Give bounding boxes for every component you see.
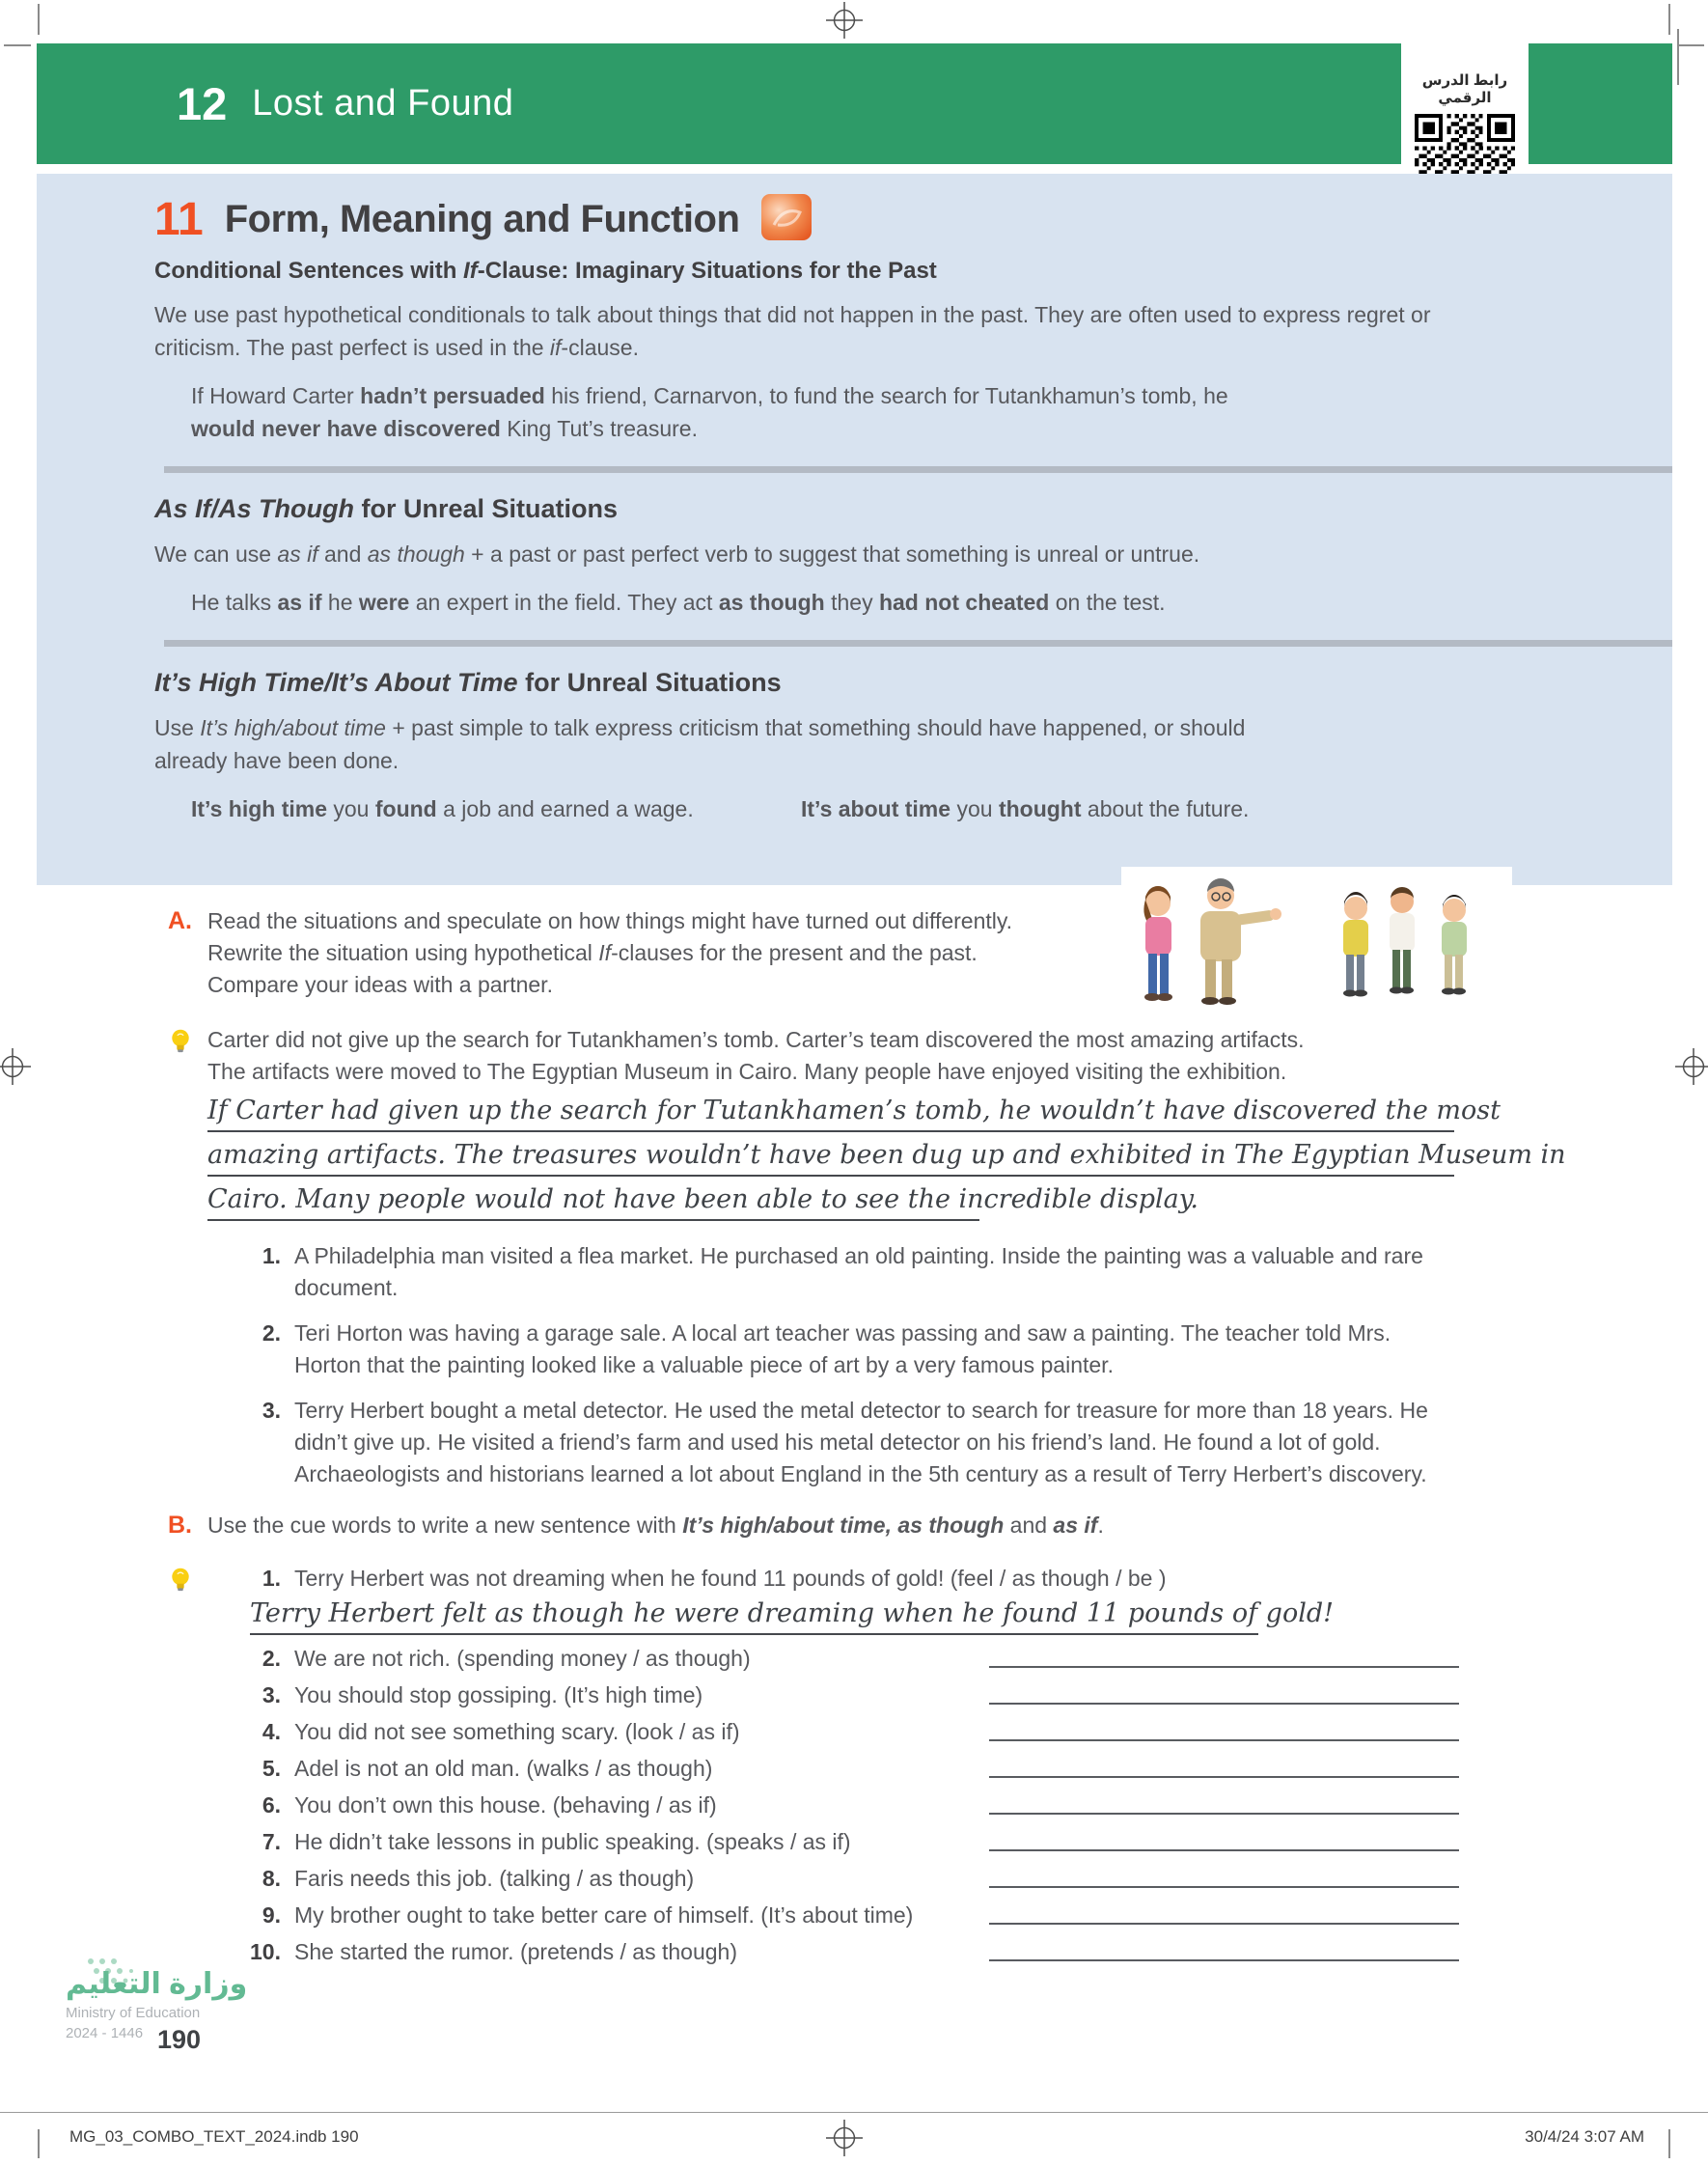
asif-heading: As If/As Though for Unreal Situations — [154, 494, 619, 523]
exercise-row — [236, 1716, 1459, 1748]
handwritten-answer-line: Terry Herbert felt as though he were dreaming when he found 11 pounds of gold! — [250, 1595, 1258, 1635]
example-prompt: Carter did not give up the search for Tutankhamen’s tomb. Carter’s team discovered the most amazing artifacts. The artifacts were moved to The Egyptian Museum in Cairo. Many people have enjoyed visiting the exhibition. — [207, 1027, 1305, 1084]
section-divider — [164, 640, 1672, 647]
item-number: 1. — [262, 1243, 281, 1268]
handwritten-answer-line: Cairo. Many people would not have been able to see the incredible display. — [207, 1180, 979, 1221]
item-text: You should stop gossiping. (It’s high time) — [294, 1682, 703, 1707]
hightime-paragraph: Use It’s high/about time + past simple to talk express criticism that something should have happened, or should already have been done. — [154, 715, 1246, 773]
exercise-area — [154, 905, 1566, 1973]
answer-blank-line — [989, 1666, 1459, 1668]
section-a-items — [154, 1240, 1459, 1490]
item-text: She started the rumor. (pretends / as though) — [294, 1939, 737, 1964]
item-number: 7. — [262, 1829, 281, 1854]
section-b-instructions: Use the cue words to write a new sentence with It’s high/about time, as though and as if. — [207, 1513, 1104, 1538]
item-text: My brother ought to take better care of himself. (It’s about time) — [294, 1902, 914, 1928]
conditional-example: If Howard Carter hadn’t persuaded his friend, Carnarvon, to fund the search for Tutankhamun’s tomb, he would never have discovered King Tut’s treasure. — [191, 383, 1228, 441]
lightbulb-icon — [170, 1028, 191, 1066]
print-timestamp: 30/4/24 3:07 AM — [1525, 2127, 1644, 2146]
lesson-number: 11 — [154, 193, 204, 245]
grammar-subtitle: Conditional Sentences with If-Clause: Imaginary Situations for the Past — [154, 258, 937, 284]
hightime-example-left: It’s high time you found a job and earned a wage. — [191, 796, 694, 821]
item-text: Faris needs this job. (talking / as though) — [294, 1866, 695, 1891]
crop-mark — [38, 2129, 40, 2158]
crop-mark — [1677, 29, 1679, 85]
answer-blank-line — [989, 1813, 1459, 1815]
lesson-heading — [37, 174, 1672, 246]
item-text: We are not rich. (spending money / as though) — [294, 1646, 751, 1671]
crop-mark — [38, 4, 40, 35]
registration-mark-left — [0, 1048, 31, 1085]
item-text: Terry Herbert bought a metal detector. He used the metal detector to search for treasure for more than 18 years. He didn’t give up. He visited a friend’s farm and used his metal detector on his friend’s land. He found a lot of gold. Archaeologists and historians learned a lot about England in the 5th century as a result of Terry Herbert’s discovery. — [294, 1398, 1428, 1486]
ministry-name-english: Ministry of Education — [66, 2005, 201, 2021]
unit-number: 12 — [177, 78, 228, 129]
exercise-row — [236, 1900, 1459, 1931]
lesson-swirl-icon — [760, 193, 813, 246]
print-file-info: MG_03_COMBO_TEXT_2024.indb 190 — [69, 2127, 359, 2146]
section-a — [154, 905, 1566, 1490]
registration-mark-top — [826, 2, 863, 39]
lightbulb-icon — [170, 1567, 191, 1604]
section-b-label: B. — [168, 1512, 192, 1539]
answer-blank-line — [989, 1923, 1459, 1925]
item-text: A Philadelphia man visited a flea market. He purchased an old painting. Inside the painting was a valuable and rare document. — [294, 1243, 1423, 1300]
section-b — [154, 1510, 1459, 1968]
section-a-label: A. — [168, 907, 192, 934]
list-item — [236, 1563, 1459, 1595]
answer-blank-line — [989, 1886, 1459, 1888]
hightime-heading: It’s High Time/It’s About Time for Unreal Situations — [154, 668, 782, 697]
exercise-row — [236, 1753, 1459, 1785]
item-number: 6. — [262, 1792, 281, 1818]
grammar-panel — [37, 174, 1672, 885]
crop-mark — [1668, 4, 1670, 35]
grammar-intro-paragraph: We use past hypothetical conditionals to talk about things that did not happen in the past. They are often used to express regret or criticism. The past perfect is used in the if-clause. — [154, 302, 1431, 360]
section-a-instructions: Read the situations and speculate on how things might have turned out differently. Rewrite the situation using hypothetical If-clauses for the present and the past. Compare your ideas with a partner. — [207, 908, 1013, 997]
section-divider — [164, 466, 1672, 473]
exercise-row — [236, 1936, 1459, 1968]
list-item — [236, 1318, 1459, 1381]
answer-blank-line — [989, 1776, 1459, 1778]
section-b-example — [154, 1563, 1459, 1635]
ministry-dots-icon — [83, 1954, 160, 2009]
crop-mark — [1679, 44, 1704, 46]
item-text: Adel is not an old man. (walks / as though) — [294, 1756, 713, 1781]
unit-title: Lost and Found — [252, 83, 514, 124]
answer-blank-line — [989, 1849, 1459, 1851]
exercise-row — [236, 1679, 1459, 1711]
edition-years: 2024 - 1446 — [66, 2025, 144, 2041]
item-number: 5. — [262, 1756, 281, 1781]
handwritten-answer-line: If Carter had given up the search for Tutankhamen’s tomb, he wouldn’t have discovered the most — [207, 1092, 1454, 1132]
item-number: 1. — [262, 1566, 281, 1591]
answer-blank-line — [989, 1703, 1459, 1705]
answer-blank-line — [989, 1739, 1459, 1741]
asif-paragraph: We can use as if and as though + a past or past perfect verb to suggest that something is unreal or untrue. — [154, 541, 1200, 567]
item-number: 2. — [262, 1646, 281, 1671]
lesson-title: Form, Meaning and Function — [224, 198, 740, 240]
exercise-row — [236, 1643, 1459, 1675]
qr-label-arabic: رابط الدرس الرقمي — [1421, 72, 1508, 106]
item-number: 3. — [262, 1398, 281, 1423]
item-number: 4. — [262, 1719, 281, 1744]
list-item — [236, 1395, 1459, 1490]
ministry-name-arabic: وزارة التعليم — [66, 1968, 248, 2000]
asif-example: He talks as if he were an expert in the field. They act as though they had not cheated on the test. — [191, 590, 1166, 615]
item-text: You don’t own this house. (behaving / as if) — [294, 1792, 717, 1818]
hightime-example-right: It’s about time you thought about the future. — [801, 796, 1250, 821]
item-number: 2. — [262, 1320, 281, 1346]
exercise-row — [236, 1863, 1459, 1895]
item-text: He didn’t take lessons in public speaking. (speaks / as if) — [294, 1829, 851, 1854]
exercise-row — [236, 1790, 1459, 1821]
crop-mark — [4, 44, 31, 46]
registration-mark-bottom — [826, 2120, 863, 2156]
print-separator-line — [0, 2112, 1708, 2113]
item-text: Terry Herbert was not dreaming when he found 11 pounds of gold! (feel / as though / be ) — [294, 1566, 1167, 1591]
section-b-items — [154, 1643, 1459, 1968]
registration-mark-right — [1675, 1048, 1708, 1085]
item-number: 9. — [262, 1902, 281, 1928]
page-number: 190 — [157, 2025, 202, 2054]
answer-blank-line — [989, 1959, 1459, 1961]
item-number: 10. — [250, 1939, 281, 1964]
item-text: Teri Horton was having a garage sale. A local art teacher was passing and saw a painting. The teacher told Mrs. Horton that the painting looked like a valuable piece of art by a very famous painter. — [294, 1320, 1391, 1377]
handwritten-answer-line: amazing artifacts. The treasures wouldn’t have been dug up and exhibited in The Egyptian Museum in — [207, 1136, 1454, 1177]
exercise-row — [236, 1826, 1459, 1858]
item-text: You did not see something scary. (look / as if) — [294, 1719, 740, 1744]
hightime-examples — [191, 792, 1489, 825]
item-number: 8. — [262, 1866, 281, 1891]
list-item — [236, 1240, 1459, 1304]
item-number: 3. — [262, 1682, 281, 1707]
section-a-example — [154, 1024, 1566, 1221]
crop-mark — [1668, 2129, 1670, 2158]
